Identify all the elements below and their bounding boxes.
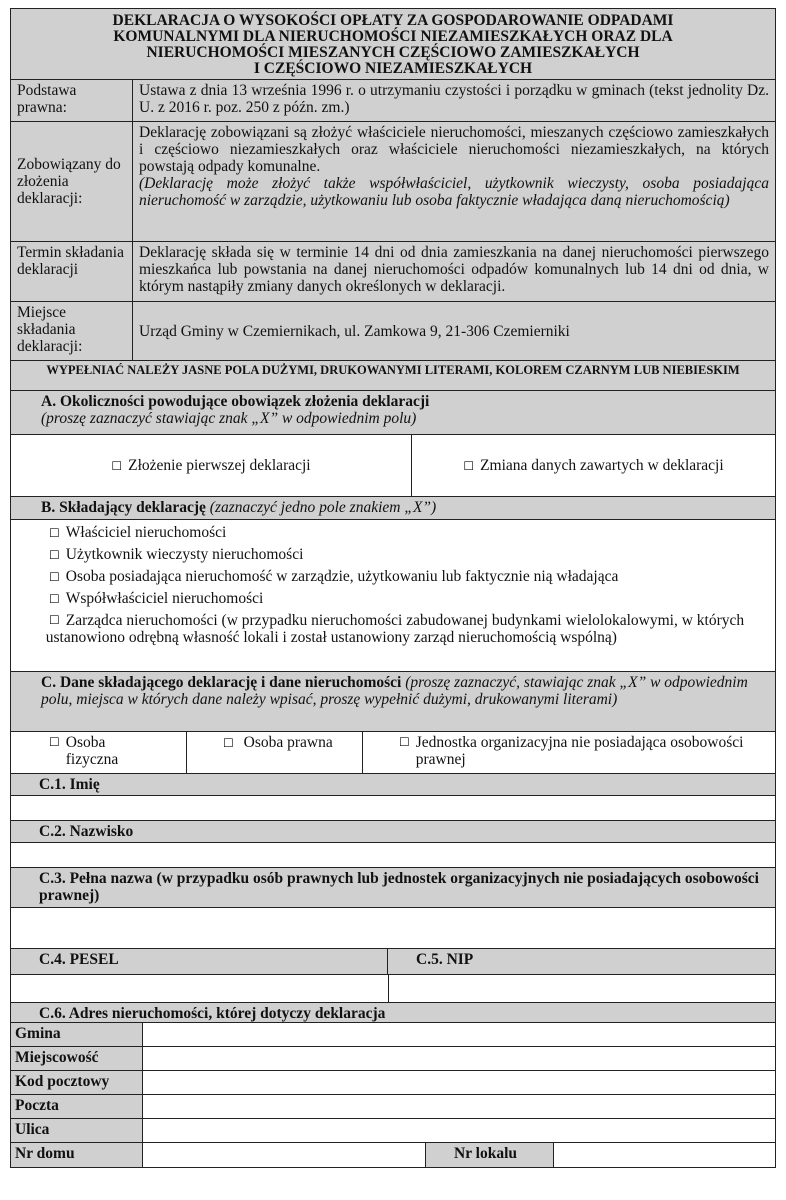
obliged-text: Deklarację zobowiązani są złożyć właściciele nieruchomości, mieszanych częściowo zamieszkałych i częściowo niezamieszkałych oraz właściciele nieruchomości niezamieszkałych, na których powstają odpady komunalne.: [139, 124, 769, 175]
option-label: Osoba posiadająca nieruchomość w zarządzie, użytkowaniu lub faktycznie nią władająca: [65, 568, 619, 585]
apartment-number-input[interactable]: [554, 1143, 775, 1167]
entity-type-row: [11, 732, 775, 774]
section-b-title: B. Składający deklarację: [41, 499, 206, 516]
declaration-form: [10, 8, 776, 1168]
checkbox-icon[interactable]: ☐: [49, 592, 60, 606]
option-legal-person[interactable]: [187, 732, 363, 773]
gmina-input[interactable]: [143, 1023, 775, 1046]
obliged-row: [11, 122, 775, 242]
place-cell: [133, 302, 775, 360]
legal-basis-label: Podstawa prawna:: [11, 80, 133, 121]
c6-label: C.6. Adres nieruchomości, której dotyczy deklaracja: [11, 1003, 775, 1023]
pesel-nip-inputs: [11, 975, 775, 1003]
full-name-input[interactable]: [11, 908, 775, 949]
option-label: Osoba fizyczna: [65, 734, 119, 768]
title-line: KOMUNALNYMI DLA NIERUCHOMOŚCI NIEZAMIESZKAŁYCH ORAZ DLA: [113, 28, 673, 45]
checkbox-icon[interactable]: ☐: [49, 548, 60, 562]
address-row-ulica: [11, 1119, 775, 1143]
legal-basis-row: [11, 80, 775, 122]
street-label: Ulica: [11, 1119, 143, 1142]
title-line: DEKLARACJA O WYSOKOŚCI OPŁATY ZA GOSPODAROWANIE ODPADAMI: [112, 12, 674, 29]
street-input[interactable]: [143, 1119, 775, 1142]
section-c-title: C. Dane składającego deklarację i dane nieruchomości: [41, 674, 402, 691]
option-co-owner[interactable]: [49, 590, 767, 608]
checkbox-icon[interactable]: ☐: [223, 736, 234, 750]
pesel-nip-header: [11, 949, 775, 975]
deadline-label: Termin składania deklaracji: [11, 242, 133, 301]
checkbox-icon[interactable]: ☐: [399, 735, 410, 749]
last-name-input[interactable]: [11, 843, 775, 868]
address-row-kod: [11, 1071, 775, 1095]
deadline-text: Deklarację składa się w terminie 14 dni od dnia zamieszkania na danej nieruchomości pierwszego mieszkańca lub powstania na danej nieruchomości odpadów komunalnych lub 14 dni od dnia, w którym nastąpiły zmiany danych określonych w deklaracji.: [139, 244, 769, 295]
address-row-gmina: [11, 1023, 775, 1047]
house-number-input[interactable]: [143, 1143, 426, 1167]
postal-code-label: Kod pocztowy: [11, 1071, 143, 1094]
obliged-cell: [133, 122, 775, 241]
section-b-note: (zaznaczyć jedno pole znakiem „X”): [209, 499, 437, 516]
first-name-input[interactable]: [11, 796, 775, 821]
option-label: Jednostka organizacyjna nie posiadająca osobowości prawnej: [415, 734, 744, 768]
address-row-numbers: [11, 1143, 775, 1167]
section-a-title: A. Okoliczności powodujące obowiązek złożenia deklaracji: [41, 393, 430, 410]
house-number-label: Nr domu: [11, 1143, 143, 1167]
checkbox-icon[interactable]: ☐: [111, 458, 123, 473]
gmina-label: Gmina: [11, 1023, 143, 1046]
section-a-note: (proszę zaznaczyć stawiając znak „X” w odpowiednim polu): [41, 410, 417, 427]
obliged-label-text: Zobowiązany do złożenia deklaracji:: [17, 156, 121, 207]
c2-label: C.2. Nazwisko: [11, 821, 775, 843]
form-title: [11, 9, 775, 80]
checkbox-icon[interactable]: ☐: [49, 526, 60, 540]
pesel-input[interactable]: [11, 975, 389, 1002]
checkbox-icon[interactable]: ☐: [463, 458, 475, 473]
option-org-unit[interactable]: [363, 732, 775, 773]
c4-label: C.4. PESEL: [11, 949, 388, 974]
place-text: Urząd Gminy w Czemiernikach, ul. Zamkowa 9, 21-306 Czemierniki: [139, 322, 570, 340]
c5-label: C.5. NIP: [416, 951, 474, 968]
section-a-header: [11, 391, 775, 435]
deadline-row: [11, 242, 775, 302]
option-label: Właściciel nieruchomości: [65, 524, 227, 541]
section-a-options: [11, 435, 775, 497]
option-label: Zmiana danych zawartych w deklaracji: [480, 457, 724, 474]
section-c-header: [11, 672, 775, 732]
checkbox-icon[interactable]: ☐: [49, 613, 60, 627]
c1-label: C.1. Imię: [11, 774, 775, 796]
place-label: Miejsce składania deklaracji:: [11, 302, 133, 360]
option-natural-person[interactable]: [11, 732, 187, 773]
option-possessor[interactable]: [49, 568, 767, 586]
apartment-number-label: Nr lokalu: [426, 1143, 554, 1167]
section-b-header: [11, 497, 775, 520]
option-label: Osoba prawna: [243, 734, 333, 751]
locality-input[interactable]: [143, 1047, 775, 1070]
checkbox-icon[interactable]: ☐: [49, 570, 60, 584]
title-line: NIERUCHOMOŚCI MIESZANYCH CZĘŚCIOWO ZAMIESZKAŁYCH: [146, 44, 640, 61]
option-label: Zarządca nieruchomości (w przypadku nieruchomości zabudowanej budynkami wielolokalowymi, w których ustanowiono odrębną własność lokali i został ustanowiony zarząd nieruchomością wspólną): [45, 612, 745, 646]
option-label: Współwłaściciel nieruchomości: [65, 590, 264, 607]
c3-label: C.3. Pełna nazwa (w przypadku osób prawnych lub jednostek organizacyjnych nie posiadających osobowości prawnej): [11, 868, 775, 908]
option-first-declaration[interactable]: [11, 435, 412, 496]
obliged-label: [11, 122, 133, 241]
option-owner[interactable]: [49, 524, 767, 542]
checkbox-icon[interactable]: ☐: [49, 735, 60, 749]
section-c-note: (proszę zaznaczyć, stawiając znak „X” w odpowiednim polu, miejsca w których dane należy wpisać, proszę wypełnić dużymi, drukowanymi literami): [41, 674, 748, 708]
post-office-label: Poczta: [11, 1095, 143, 1118]
option-label: Użytkownik wieczysty nieruchomości: [65, 546, 304, 563]
option-label: Złożenie pierwszej deklaracji: [128, 457, 311, 474]
option-manager[interactable]: [45, 612, 767, 646]
place-row: [11, 302, 775, 361]
title-line: I CZĘŚCIOWO NIEZAMIESZKAŁYCH: [253, 60, 533, 77]
nip-input[interactable]: [389, 975, 775, 1002]
option-perpetual-user[interactable]: [49, 546, 767, 564]
obliged-note: (Deklarację może złożyć także współwłaściciel, użytkownik wieczysty, osoba posiadająca nieruchomość w zarządzie, użytkowaniu lub osoba faktycznie władająca daną nieruchomością): [139, 175, 769, 209]
address-row-miejscowosc: [11, 1047, 775, 1071]
legal-basis-text: Ustawa z dnia 13 września 1996 r. o utrzymaniu czystości i porządku w gminach (tekst jednolity Dz. U. z 2016 r. poz. 250 z późn. zm.): [139, 82, 769, 116]
option-change-data[interactable]: [412, 435, 775, 496]
fill-instruction: WYPEŁNIAĆ NALEŻY JASNE POLA DUŻYMI, DRUKOWANYMI LITERAMI, KOLOREM CZARNYM LUB NIEBIESKIM: [11, 361, 775, 391]
locality-label: Miejscowość: [11, 1047, 143, 1070]
address-row-poczta: [11, 1095, 775, 1119]
postal-code-input[interactable]: [143, 1071, 775, 1094]
section-b-options: [11, 520, 775, 672]
post-office-input[interactable]: [143, 1095, 775, 1118]
